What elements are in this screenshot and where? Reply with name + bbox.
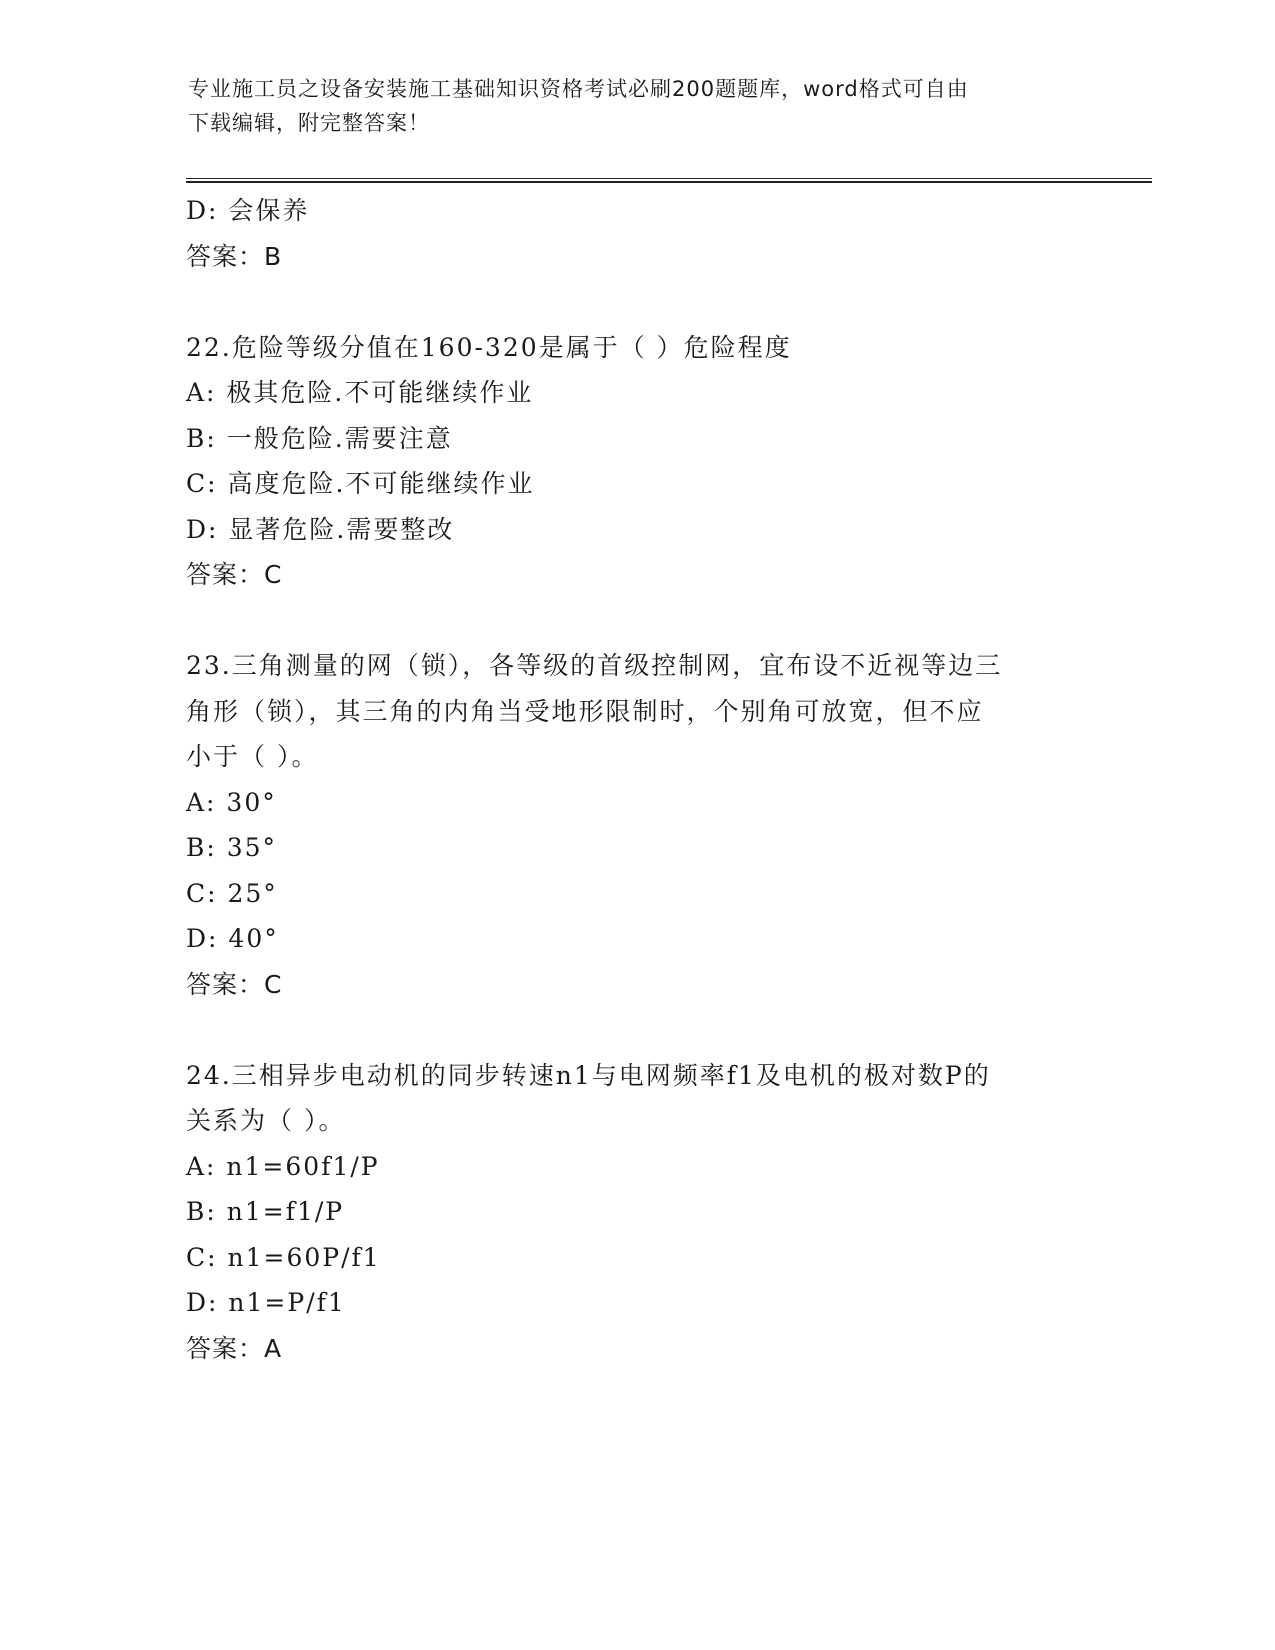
option-a: A: 极其危险.不可能继续作业 <box>186 378 534 407</box>
spacer <box>186 598 1086 644</box>
question-block-22 <box>186 325 1086 598</box>
question-block-24 <box>186 1053 1086 1372</box>
header-title-line-2: 下载编辑，附完整答案！ <box>188 111 430 135</box>
option-d: D: 会保养 <box>186 196 310 225</box>
option-a: A: 30° <box>186 787 277 817</box>
option-c: C: n1=60P/f1 <box>186 1242 381 1272</box>
answer-label: 答案：A <box>186 1333 283 1363</box>
question-list <box>186 188 1086 1371</box>
spacer <box>186 1007 1086 1053</box>
option-b: B: n1=f1/P <box>186 1197 345 1226</box>
option-a: A: n1=60f1/P <box>186 1151 380 1181</box>
question-stem: 22.危险等级分值在160-320是属于（ ）危险程度 <box>186 332 792 362</box>
option-b: B: 35° <box>186 833 278 862</box>
answer-label: 答案：C <box>186 969 283 999</box>
header-divider <box>186 178 1152 183</box>
option-b: B: 一般危险.需要注意 <box>186 423 453 453</box>
spacer <box>186 279 1086 325</box>
header-title-line-1: 专业施工员之设备安装施工基础知识资格考试必刷200题题库，word格式可自由 <box>188 77 969 101</box>
answer-label: 答案：B <box>186 241 283 271</box>
question-stem-line-3: 小于（ ）。 <box>186 742 319 771</box>
page-header <box>188 72 1088 140</box>
option-c: C: 25° <box>186 878 278 908</box>
question-stem-line-1: 23.三角测量的网（锁），各等级的首级控制网，宜布设不近视等边三 <box>186 651 1003 680</box>
answer-label: 答案：C <box>186 560 283 589</box>
question-block-23 <box>186 643 1086 1007</box>
option-d: D: 40° <box>186 924 279 953</box>
question-block-prev <box>186 188 1086 279</box>
option-d: D: 显著危险.需要整改 <box>186 514 455 544</box>
question-stem-line-2: 关系为（ ）。 <box>186 1106 346 1135</box>
option-c: C: 高度危险.不可能继续作业 <box>186 469 535 498</box>
question-stem-line-2: 角形（锁），其三角的内角当受地形限制时，个别角可放宽，但不应 <box>186 696 984 726</box>
option-d: D: n1=P/f1 <box>186 1288 346 1317</box>
question-stem-line-1: 24.三相异步电动机的同步转速n1与电网频率f1及电机的极对数P的 <box>186 1060 991 1090</box>
